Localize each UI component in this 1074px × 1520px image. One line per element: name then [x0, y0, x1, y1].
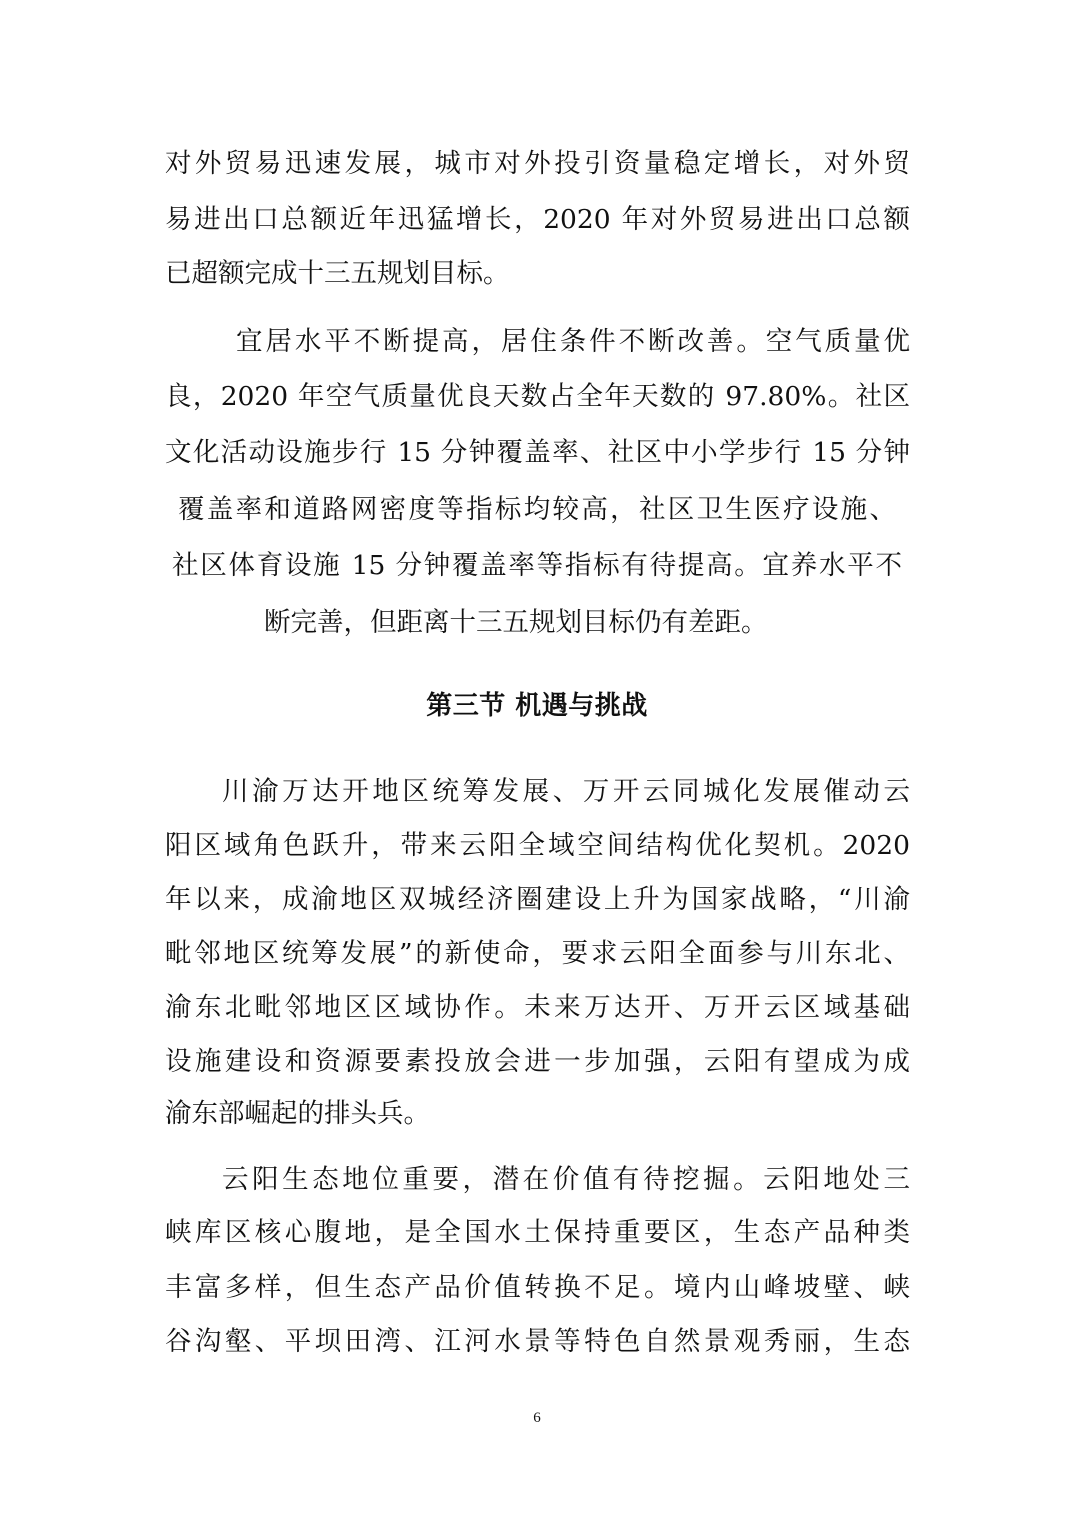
text-line: 丰富多样，但生态产品价值转换不足。境内山峰坡壁、峡 [165, 1272, 910, 1303]
text-line: 断完善，但距离十三五规划目标仍有差距。 [264, 607, 768, 638]
text-line: 覆盖率和道路网密度等指标均较高，社区卫生医疗设施、 [178, 494, 896, 525]
text-line: 云阳生态地位重要，潜在价值有待挖掘。云阳地处三 [222, 1164, 910, 1195]
text-line: 对外贸易迅速发展，城市对外投引资量稳定增长，对外贸 [165, 148, 910, 179]
text-line: 川渝万达开地区统筹发展、万开云同城化发展催动云 [222, 776, 910, 807]
text-line: 峡库区核心腹地，是全国水土保持重要区，生态产品种类 [165, 1217, 910, 1248]
text-line: 易进出口总额近年迅猛增长，2020 年对外贸易进出口总额 [165, 204, 910, 235]
text-line: 谷沟壑、平坝田湾、江河水景等特色自然景观秀丽，生态 [165, 1326, 910, 1357]
text-line: 年以来，成渝地区双城经济圈建设上升为国家战略，“川渝 [165, 884, 910, 915]
text-line: 阳区域角色跃升，带来云阳全域空间结构优化契机。2020 [165, 830, 910, 861]
text-line: 渝东北毗邻地区区域协作。未来万达开、万开云区域基础 [165, 992, 910, 1023]
text-line: 渝东部崛起的排头兵。 [165, 1098, 430, 1129]
text-line: 设施建设和资源要素投放会进一步加强，云阳有望成为成 [165, 1046, 910, 1077]
text-line: 宜居水平不断提高，居住条件不断改善。空气质量优 [236, 326, 910, 357]
text-line: 毗邻地区统筹发展”的新使命，要求云阳全面参与川东北、 [165, 938, 910, 969]
text-line: 社区体育设施 15 分钟覆盖率等指标有待提高。宜养水平不 [172, 550, 902, 581]
section-heading: 第三节 机遇与挑战 [426, 691, 648, 721]
text-line: 良，2020 年空气质量优良天数占全年天数的 97.80%。社区 [165, 381, 910, 412]
page-number: 6 [533, 1410, 541, 1426]
text-line: 已超额完成十三五规划目标。 [165, 258, 510, 289]
text-line: 文化活动设施步行 15 分钟覆盖率、社区中小学步行 15 分钟 [165, 437, 910, 468]
